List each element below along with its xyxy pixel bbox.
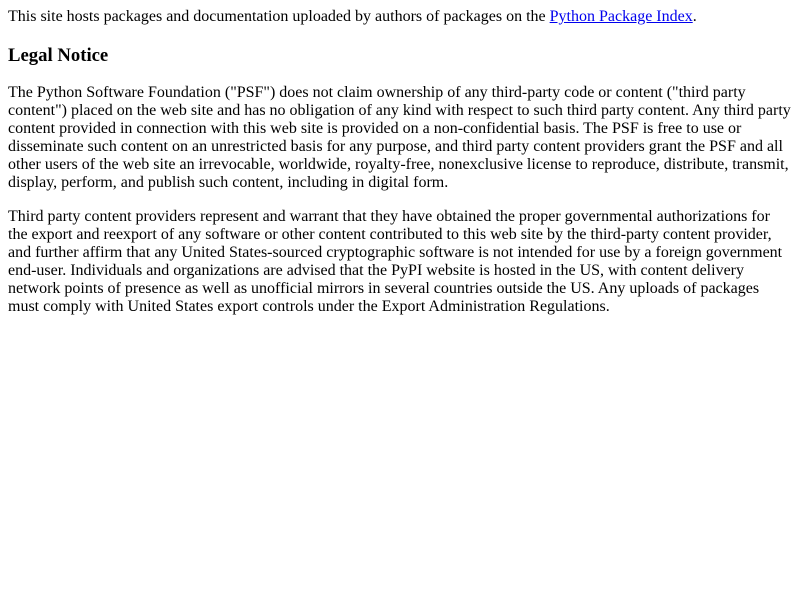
legal-paragraph-export: Third party content providers represent and warrant that they have obtained the proper governmental authorizations for the export and reexport of any software or other content contributed to this web site by the third-party content provider, and further affirm that any United States-sourced cryptographic software is not intended for use by a foreign government end-user. Individuals and organizations are advised that the PyPI website is hosted in the US, with content delivery network points of presence as well as unofficial mirrors in several countries outside the US. Any uploads of packages must comply with United States export controls under the Export Administration Regulations. <box>8 208 783 315</box>
page-content <box>0 8 800 316</box>
intro-period: . <box>692 8 697 25</box>
legal-notice-heading: Legal Notice <box>8 45 109 66</box>
intro-text: This site hosts packages and documentation uploaded by authors of packages on the <box>8 8 550 25</box>
intro-paragraph <box>8 8 792 26</box>
legal-paragraph-ownership: The Python Software Foundation ("PSF") does not claim ownership of any third-party code or content ("third party content") placed on the web site and has no obligation of any kind with respect to such third party content. Any third party content provided in connection with this web site is provided on a non-confidential basis. The PSF is free to use or disseminate such content on an unrestricted basis for any purpose, and third party content providers grant the PSF and all other users of the web site an irrevocable, worldwide, royalty-free, nonexclusive license to reproduce, distribute, transmit, display, perform, and publish such content, including in digital form. <box>8 84 791 191</box>
python-package-index-link[interactable]: Python Package Index <box>549 8 693 25</box>
